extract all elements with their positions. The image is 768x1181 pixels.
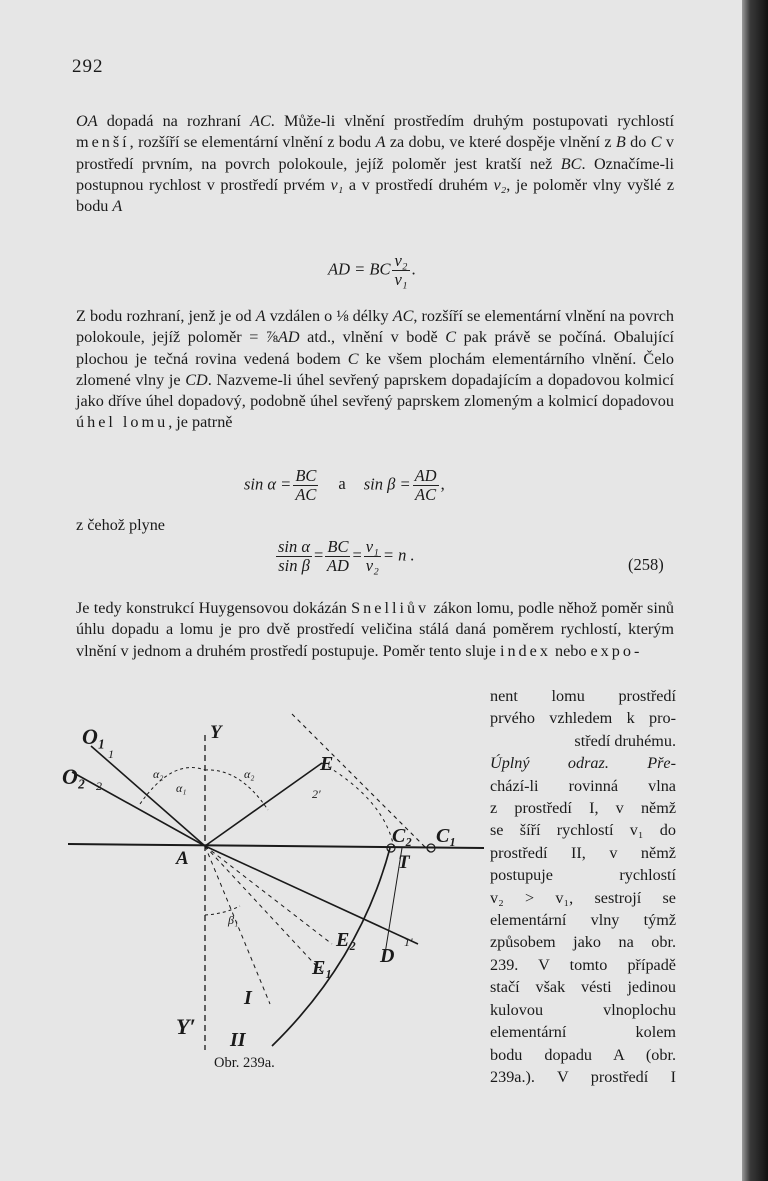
side-line: Úplný odraz. Pře- bbox=[490, 754, 676, 773]
equation-snell: $\frac{\text{sin α}}{\text{sin β}}$ = $\frac{BC}{AD}$ = $\frac{\text{v₁}}{\text{v₂}}$ = n . bbox=[278, 537, 415, 575]
elementary-wave-arc bbox=[272, 848, 390, 1046]
side-line: v₂ > v₁, sestrojí se bbox=[490, 888, 676, 907]
side-line: způsobem jako na obr. bbox=[490, 933, 676, 952]
side-line: elementární kolem bbox=[490, 1023, 676, 1042]
interface-line bbox=[68, 844, 484, 848]
reflected-ray-2 bbox=[205, 763, 322, 846]
side-line: prostředí II, v němž bbox=[490, 843, 676, 862]
label-O2: O₂ bbox=[62, 764, 86, 789]
page-number: 292 bbox=[72, 56, 104, 77]
label-Y: Y bbox=[210, 722, 222, 743]
label-ray-2: 2 bbox=[96, 779, 102, 793]
side-line: středí druhému. bbox=[574, 731, 676, 750]
label-1-prime: 1′ bbox=[404, 935, 413, 949]
label-O1: O₁ bbox=[82, 724, 106, 749]
side-line: elementární vlny týmž bbox=[490, 911, 676, 930]
paragraph-snell-law: Je tedy konstrukcí Huygensovou dokázán Snelliův zákon lomu, podle něhož poměr sinů úhlu dopadu a lomu je pro dvě prostředí veličina stálá daná poměrem rychlostí, kterým vlnění v jednom a druhém prostředí postupuje. Poměr tento sluje index nebo expo- bbox=[76, 599, 675, 660]
label-alpha2-right: α₂ bbox=[244, 767, 255, 781]
label-alpha1: α₁ bbox=[176, 781, 187, 795]
label-T: T bbox=[398, 852, 410, 873]
label-C2: C₂ bbox=[392, 825, 413, 847]
side-line: stačí však vésti jedinou bbox=[490, 978, 676, 997]
side-line: nent lomu prostředí bbox=[490, 687, 676, 705]
label-beta1: β₁ bbox=[228, 913, 239, 927]
paragraph-intro: OA dopadá na rozhraní AC. Může-li vlnění prostředím druhým postupovati rychlostí menší, rozšíří se elementární vlnění z bodu A za dobu, ve které dospěje vlnění z B do C v prostředí prvním, na povrch polokoule, jejíž poloměr jest kratší než BC. Označíme-li postupnou rychlost v prostředí prvém v₁ a v prostředí druhém v₂, je poloměr vlny vyšlé z bodu A bbox=[76, 112, 675, 216]
text-z-cehoz: z čehož plyne bbox=[76, 516, 165, 534]
label-ray-1: 1 bbox=[108, 747, 114, 761]
label-medium-I: I bbox=[244, 987, 252, 1009]
equation-number: (258) bbox=[628, 555, 664, 574]
construction-line-e1 bbox=[205, 846, 322, 972]
side-line: bodu dopadu A (obr. bbox=[490, 1045, 676, 1064]
side-line: z prostředí I, v němž bbox=[490, 799, 676, 818]
label-E1: E₁ bbox=[312, 957, 333, 979]
label-2-prime: 2′ bbox=[312, 787, 321, 801]
side-line: se šíří rychlostí v₁ do bbox=[490, 821, 676, 840]
side-line: prvého vzhledem k pro- bbox=[490, 709, 676, 728]
label-Y-prime: Y′ bbox=[176, 1014, 196, 1039]
page-gutter-shadow bbox=[742, 0, 768, 1181]
side-line: chází-li rovinná vlna bbox=[490, 776, 676, 795]
label-alpha2-left: α₂ bbox=[153, 767, 164, 781]
label-E2: E₂ bbox=[336, 929, 357, 951]
angle-arc-alpha2 bbox=[205, 770, 268, 810]
incident-ray-1 bbox=[91, 746, 205, 846]
label-C1: C₁ bbox=[436, 825, 457, 847]
side-line: 239. V tomto případě bbox=[490, 955, 676, 974]
figure-caption: Obr. 239a. bbox=[214, 1055, 275, 1071]
equation-sines: sin α = $\frac{BC}{AC}$ a sin β = $\frac{AD}{AC}$ , bbox=[244, 466, 445, 504]
label-E: E bbox=[320, 753, 334, 775]
label-medium-II: II bbox=[230, 1029, 246, 1051]
side-line: kulovou vlnoplochu bbox=[490, 1000, 676, 1019]
paragraph-construction: Z bodu rozhraní, jenž je od A vzdálen o ⅛ délky AC, rozšíří se elementární vlnění na povrch polokoule, jejíž poloměr = ⅞AD atd., vlnění v bodě C pak právě se počíná. Obalující plochou je tečná rovina vedená bodem C ke všem plochám elementárního vlnění. Čelo zlomené vlny je CD. Nazveme-li úhel sevřený paprskem dopadajícím a dopadovou kolmicí jako dříve úhel dopadový, podobně úhel sevřený paprskem zlomeným a kolmicí dopadovou úhel lomu, je patrně bbox=[76, 307, 674, 432]
label-D: D bbox=[380, 945, 395, 967]
equation-ad: AD = BC $\frac{\text{v₂}}{\text{v₁}}$ . bbox=[328, 251, 416, 289]
label-A: A bbox=[176, 848, 189, 869]
side-line: postupuje rychlostí bbox=[490, 866, 676, 885]
side-line: 239a.). V prostředí I bbox=[490, 1067, 676, 1086]
